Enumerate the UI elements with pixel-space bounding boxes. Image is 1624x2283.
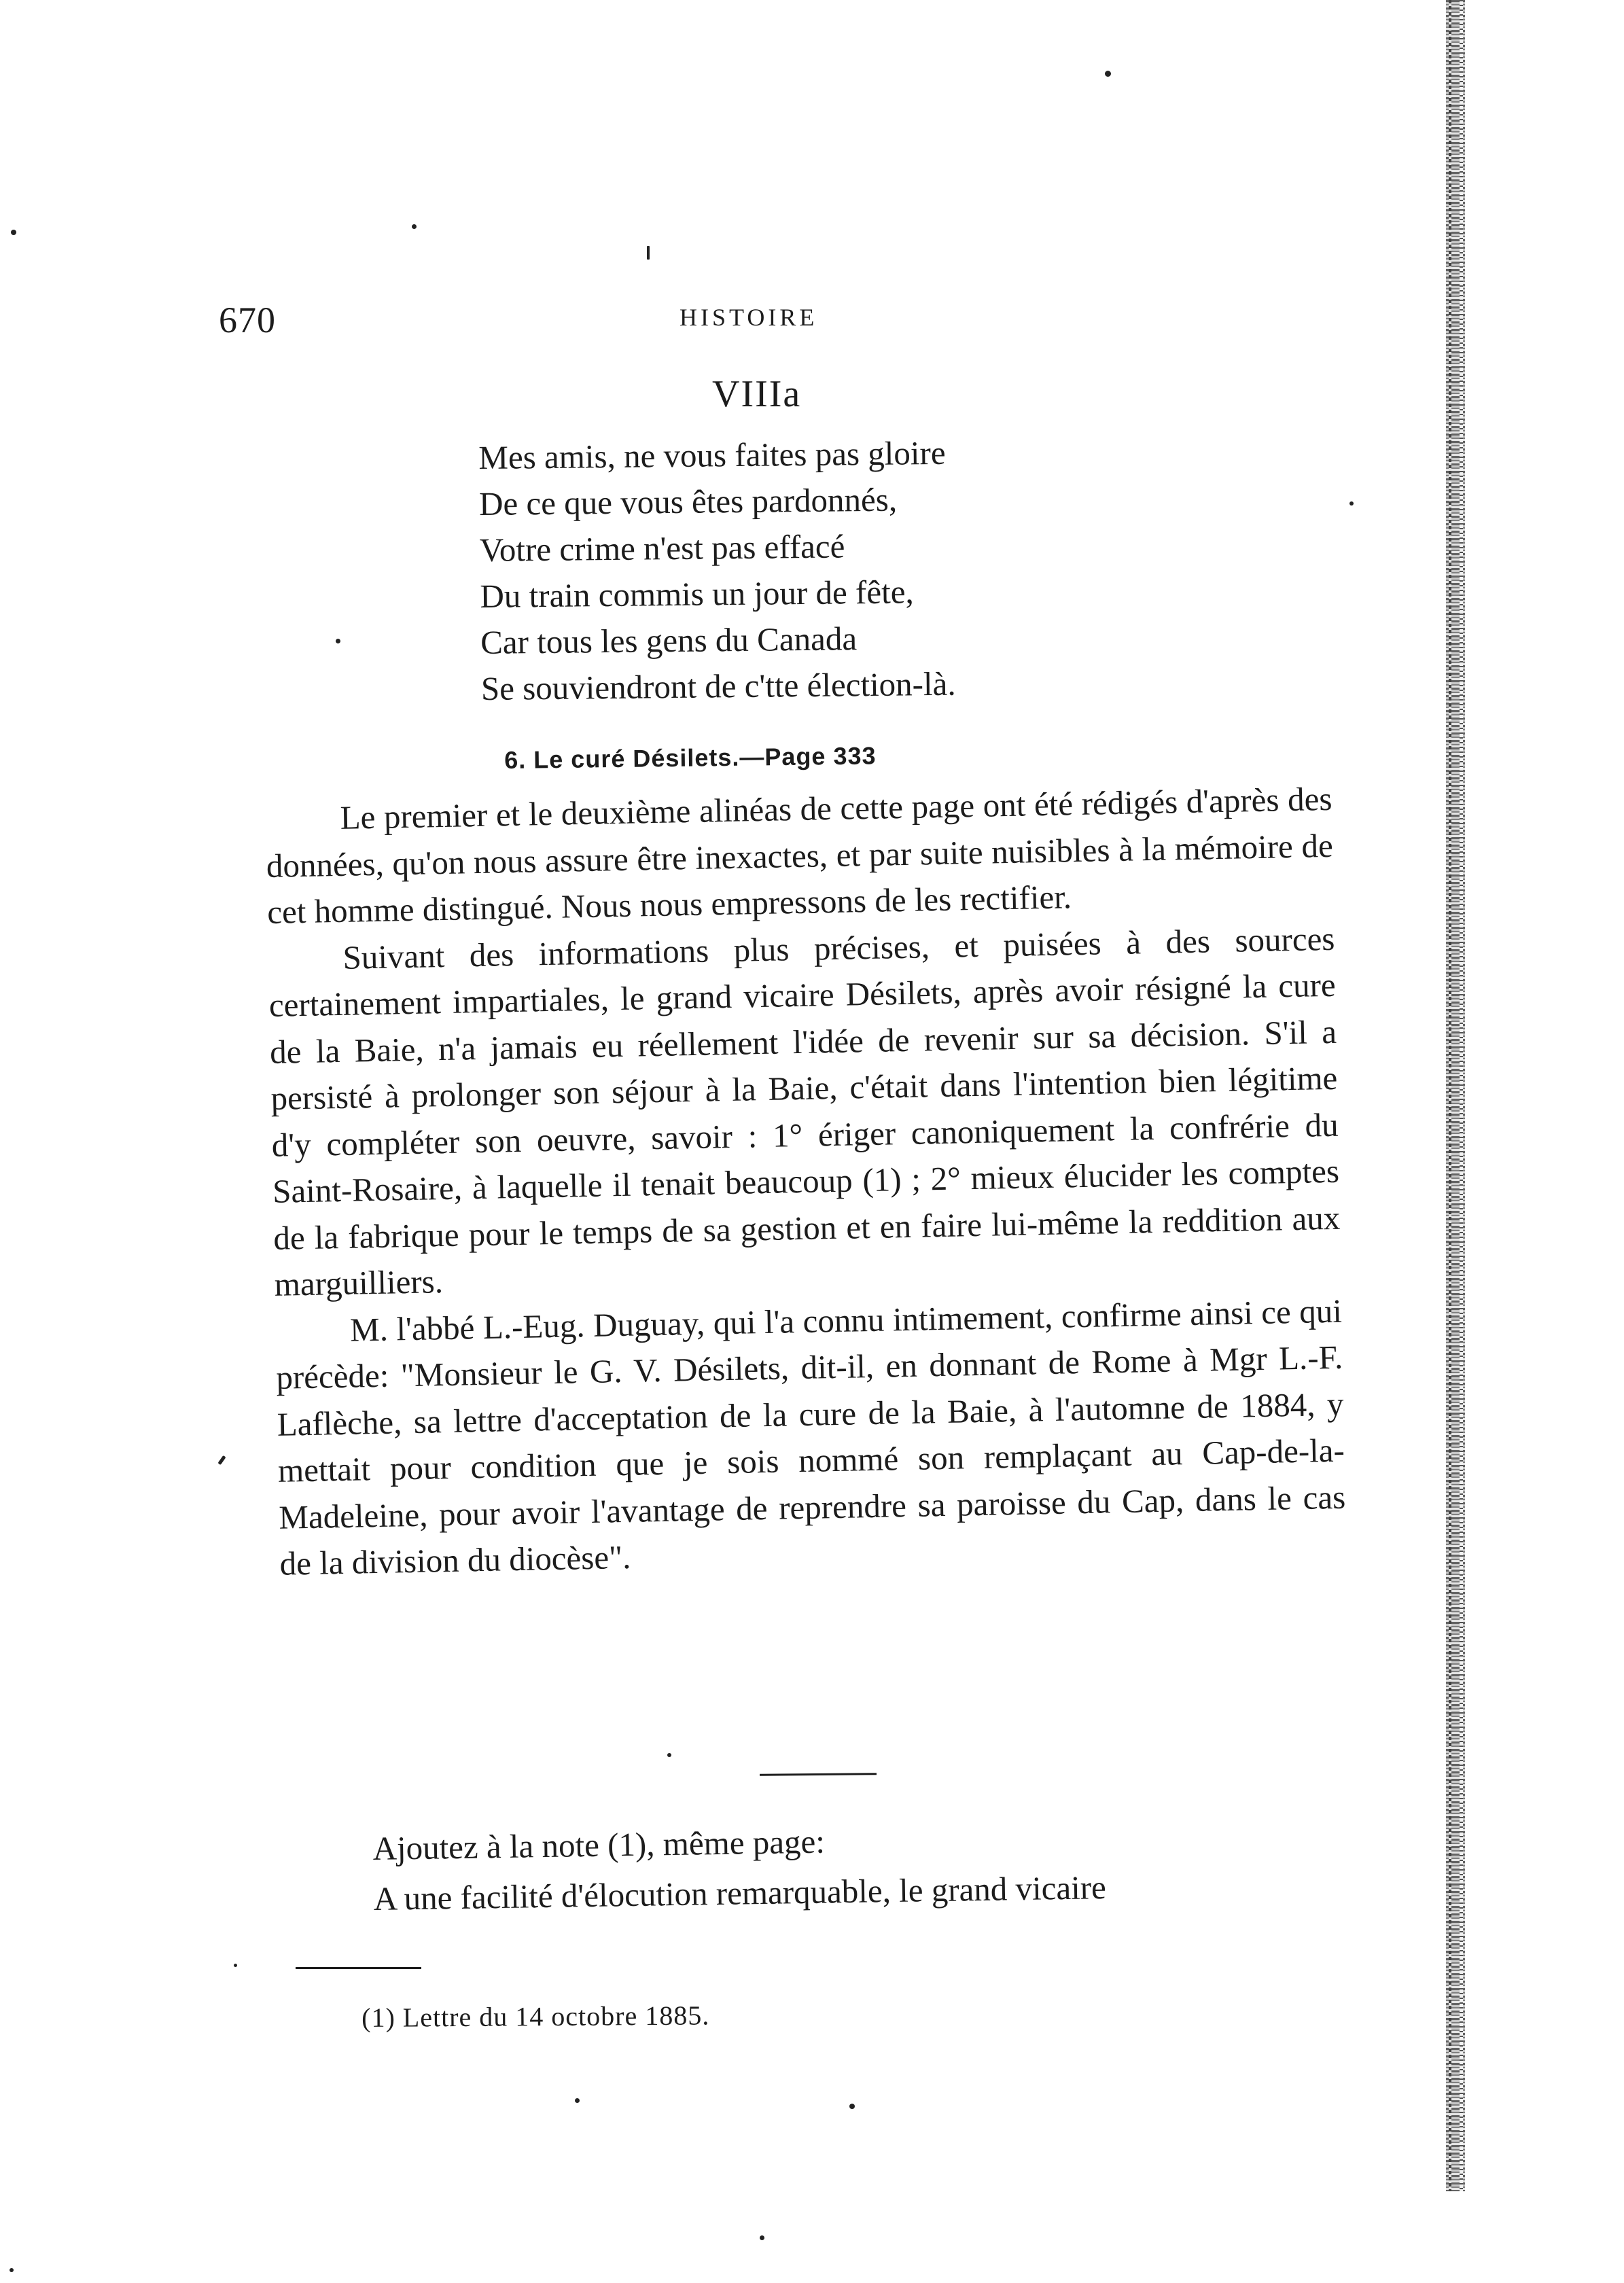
body-paragraph: M. l'abbé L.-Eug. Duguay, qui l'a connu intimement, confirme ainsi ce qui précède: "Monsieur le G. V. Désilets, dit-il, en donnant de Rome à Mgr L.-F. Laflèche, sa lettre d'acceptation de la cure de la Baie, à l'automne de 1884, y mettait pour condition que je sois nommé son remplaçant au Cap-de-la-Madeleine, pour avoir l'avantage de reprendre sa paroisse du Cap, dans le cas de la division du diocèse". bbox=[275, 1292, 1346, 1582]
dust-speck bbox=[647, 246, 650, 260]
dust-speck bbox=[412, 224, 417, 229]
dust-speck bbox=[667, 1753, 671, 1757]
dust-speck bbox=[1349, 501, 1354, 506]
verse-line: Mes amis, ne vous faites pas gloire bbox=[478, 433, 946, 476]
body-paragraph: Le premier et le deuxième alinéas de cette page ont été rédigés d'après des données, qu'on nous assure être inexactes, et par suite nuisibles à la mémoire de cet homme distingué. Nous nous empressons de les rectifier. bbox=[266, 779, 1334, 931]
dust-speck bbox=[234, 1964, 237, 1967]
addendum-line: Ajoutez à la note (1), même page: bbox=[372, 1822, 826, 1867]
verse-line: Car tous les gens du Canada bbox=[480, 620, 858, 661]
verse-title: VIIIa bbox=[712, 373, 802, 415]
dust-speck bbox=[849, 2104, 855, 2109]
running-head: HISTOIRE bbox=[679, 304, 818, 331]
dust-speck bbox=[575, 2098, 580, 2103]
addendum-line: A une facilité d'élocution remarquable, le grand vicaire bbox=[373, 1869, 1107, 1917]
dust-speck bbox=[336, 639, 340, 643]
verse-stanza bbox=[478, 430, 956, 712]
footnote: (1) Lettre du 14 octobre 1885. bbox=[361, 2000, 710, 2033]
verse-line: Se souviendront de c'tte élection-là. bbox=[480, 665, 956, 707]
dust-speck bbox=[10, 2268, 14, 2272]
verse-line: Du train commis un jour de fête, bbox=[480, 573, 914, 615]
section-divider bbox=[760, 1773, 877, 1776]
page-number: 670 bbox=[219, 300, 276, 340]
verse-line: De ce que vous êtes pardonnés, bbox=[478, 480, 898, 523]
dust-speck bbox=[217, 1455, 226, 1465]
section-heading: 6. Le curé Désilets.—Page 333 bbox=[504, 741, 877, 774]
dust-speck bbox=[11, 230, 16, 235]
dust-speck bbox=[760, 2235, 764, 2240]
dust-speck bbox=[1105, 71, 1111, 77]
footnote-rule bbox=[296, 1967, 421, 1969]
addendum bbox=[372, 1812, 1106, 1924]
page-edge-strip bbox=[1446, 0, 1465, 2191]
section-body bbox=[265, 776, 1347, 1587]
body-paragraph: Suivant des informations plus précises, et puisées à des sources certainement impartiales, le grand vicaire Désilets, après avoir résigné la cure de la Baie, n'a jamais eu réellement l'idée de revenir sur sa décision. S'il a persisté à prolonger son séjour à la Baie, c'était dans l'intention bien légitime d'y compléter son oeuvre, savoir : 1° ériger canoniquement la confrérie du Saint-Rosaire, à laquelle il tenait beaucoup (1) ; 2° mieux élucider les comptes de la fabrique pour le temps de sa gestion et en faire lui-même la reddition aux marguilliers. bbox=[268, 919, 1341, 1303]
verse-line: Votre crime n'est pas effacé bbox=[479, 527, 845, 569]
